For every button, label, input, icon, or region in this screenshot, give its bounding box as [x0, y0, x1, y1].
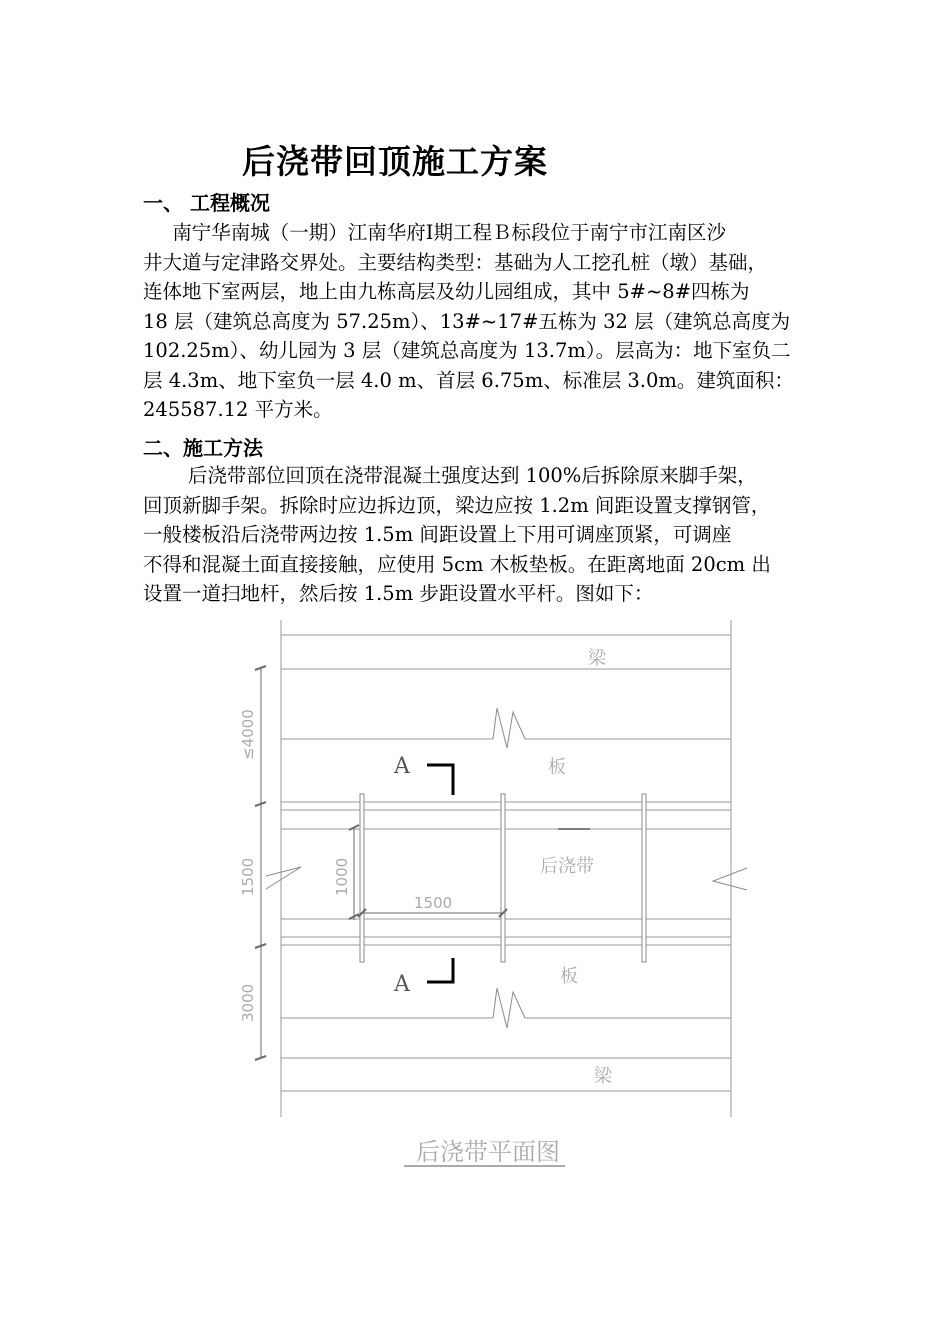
text-line: 不得和混凝土面直接接触，应使用 5cm 木板垫板。在距离地面 20cm 出	[143, 552, 771, 576]
text-line: 245587.12 平方米。	[143, 398, 333, 421]
text-line: 后浇带部位回顶在浇带混凝土强度达到 100%后拆除原来脚手架，	[187, 464, 757, 487]
section-mark-a-bottom: A	[394, 972, 410, 997]
page-title: 后浇带回顶施工方案	[242, 142, 548, 181]
text-line: 连体地下室两层，地上由九栋高层及幼儿园组成，其中 5#~8#四栋为	[143, 280, 750, 303]
text-line: 设置一道扫地杆，然后按 1.5m 步距设置水平杆。图如下：	[143, 582, 654, 605]
break-symbol-left	[266, 867, 301, 889]
diagram-caption: 后浇带平面图	[416, 1138, 560, 1166]
support-post	[642, 794, 646, 962]
text-line: 井大道与定津路交界处。主要结构类型：基础为人工挖孔桩（墩）基础，	[143, 250, 768, 274]
support-post	[501, 794, 505, 962]
section-mark-a-top: A	[394, 754, 410, 779]
section-heading-method: 二、施工方法	[143, 436, 263, 460]
break-symbol-bottom	[493, 988, 525, 1028]
section-cut-bottom	[427, 958, 453, 982]
dim-label-slab-bottom: 3000	[239, 983, 257, 1022]
label-beam-bottom: 梁	[594, 1066, 612, 1087]
dim-label-post-spacing-h: 1500	[414, 894, 453, 912]
dim-label-slab-span: ≤4000	[239, 709, 257, 760]
text-line: 南宁华南城（一期）江南华府Ⅰ期工程Ｂ标段位于南宁市江南区沙	[172, 221, 726, 244]
dim-label-post-spacing-v: 1000	[333, 857, 351, 896]
label-post-pour-band: 后浇带	[540, 856, 594, 877]
text-line: 一般楼板沿后浇带两边按 1.5m 间距设置上下用可调座顶紧，可调座	[143, 523, 732, 546]
label-slab-top: 板	[548, 757, 566, 778]
support-post	[360, 794, 364, 962]
text-line: 102.25m）、幼儿园为 3 层（建筑总高度为 13.7m）。层高为：地下室负二	[143, 339, 791, 362]
section-heading-overview: 一、 工程概况	[143, 191, 270, 215]
break-symbol-top	[493, 708, 525, 748]
text-line: 18 层（建筑总高度为 57.25m）、13#~17#五栋为 32 层（建筑总高度为	[143, 309, 791, 333]
label-slab-bottom: 板	[560, 966, 578, 987]
text-line: 回顶新脚手架。拆除时应边拆边顶，梁边应按 1.2m 间距设置支撑钢管，	[143, 493, 771, 517]
text-line: 层 4.3m、地下室负一层 4.0 m、首层 6.75m、标准层 3.0m。建筑面积：	[143, 368, 794, 392]
dim-label-band-width: 1500	[239, 857, 257, 896]
section-cut-top	[427, 765, 453, 795]
break-symbol-right	[713, 868, 747, 890]
label-beam-top: 梁	[588, 648, 606, 669]
